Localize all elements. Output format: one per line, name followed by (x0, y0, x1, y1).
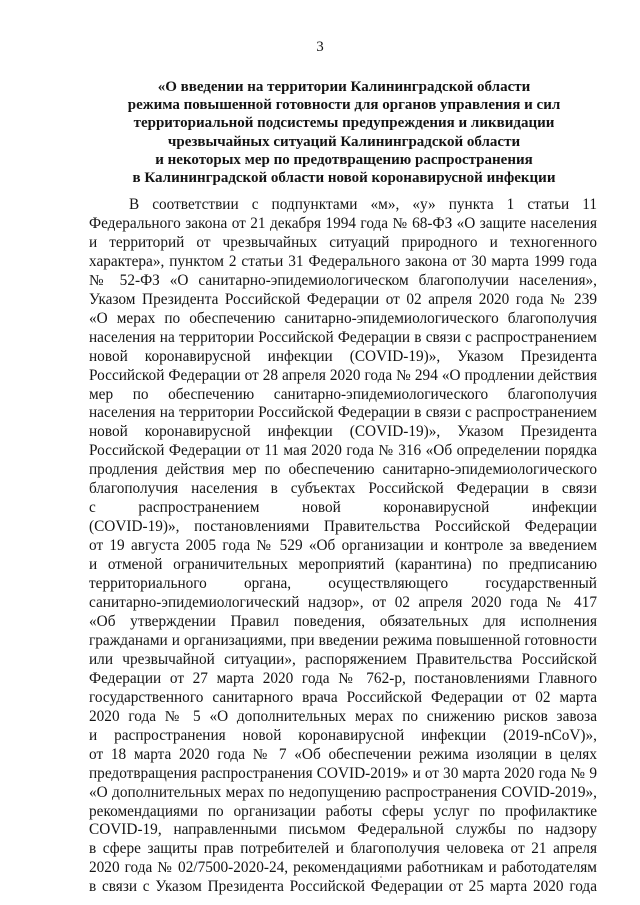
title-line: «О введении на территории Калининградской области (157, 79, 531, 95)
body-line: 2020 года № 5 «О дополнительных мерах по снижению рисков завоза (89, 707, 597, 725)
body-line: характера», пунктом 2 статьи 31 Федерального закона от 30 марта 1999 года (89, 252, 597, 270)
body-line: «Об утверждении Правил поведения, обязательных для исполнения (89, 612, 597, 630)
body-paragraph (89, 196, 597, 897)
body-line: новой коронавирусной инфекции (COVID-19)», Указом Президента (89, 423, 597, 441)
body-line: продления действия мер по обеспечению санитарно-эпидемиологического (89, 461, 597, 479)
body-line: государственного санитарного врача Российской Федерации от 02 марта (89, 688, 597, 706)
body-line: гражданами и организациями, при введении режима повышенной готовности (89, 631, 597, 649)
body-line: от 18 марта 2020 года № 7 «Об обеспечении режима изоляции в целях (89, 745, 597, 763)
title-line: и некоторых мер по предотвращению распространения (155, 151, 533, 168)
title-line: территориальной подсистемы предупреждения и ликвидации (133, 115, 555, 132)
body-line: благополучия населения в субъектах Российской Федерации в связи (89, 480, 597, 498)
body-line: COVID-19, направленными письмом Федеральной службы по надзору (89, 821, 597, 839)
body-line: мер по обеспечению санитарно-эпидемиологического благополучия (89, 385, 597, 403)
body-line: населения на территории Российской Федерации в связи с распространением (89, 328, 597, 346)
body-line: территориального органа, осуществляющего государственный (89, 575, 597, 593)
body-line: от 19 августа 2005 года № 529 «Об организации и контроле за введением (89, 537, 597, 555)
body-line: в сфере защиты прав потребителей и благополучия человека от 21 апреля (89, 840, 597, 858)
body-line: с распространением новой коронавирусной инфекции (89, 499, 597, 517)
body-line: в связи с Указом Президента Российской Федерации от 25 марта 2020 года (89, 878, 597, 896)
body-line: Указом Президента Российской Федерации от 02 апреля 2020 года № 239 (89, 290, 597, 308)
body-line: или чрезвычайной ситуации», распоряжением Правительства Российской (89, 650, 597, 668)
body-line: новой коронавирусной инфекции (COVID-19)», Указом Президента (89, 347, 597, 365)
body-line: и распространения новой коронавирусной инфекции (2019-nCoV)», (89, 726, 597, 744)
body-line: и отменой ограничительных мероприятий (карантина) по предписанию (89, 556, 597, 574)
body-line: Российской Федерации от 11 мая 2020 года № 316 «Об определении порядка (89, 442, 597, 460)
scan-speck (380, 876, 382, 878)
body-line: (COVID-19)», постановлениями Правительства Российской Федерации (89, 518, 597, 536)
body-line: рекомендациями по организации работы сферы услуг по профилактике (89, 802, 597, 820)
page-number: 3 (316, 39, 324, 55)
body-line: «О дополнительных мерах по недопущению распространения COVID-2019», (89, 783, 597, 801)
document-title (88, 78, 600, 187)
body-line: «О мерах по обеспечению санитарно-эпидемиологического благополучия (89, 309, 597, 327)
title-line: в Калининградской области новой коронавирусной инфекции (132, 170, 556, 187)
body-line: № 52-ФЗ «О санитарно-эпидемиологическом благополучии населения», (89, 271, 597, 289)
title-line: чрезвычайных ситуаций Калининградской области (167, 133, 521, 150)
body-line: В соответствии с подпунктами «м», «у» пункта 1 статьи 11 (129, 196, 597, 213)
body-line: и территорий от чрезвычайных ситуаций природного и техногенного (89, 233, 597, 251)
body-line: населения на территории Российской Федерации в связи с распространением (89, 404, 597, 422)
body-line: Российской Федерации от 28 апреля 2020 года № 294 «О продлении действия (89, 366, 597, 384)
body-line: 2020 года № 02/7500-2020-24, рекомендациями работникам и работодателям (89, 859, 597, 877)
body-line: санитарно-эпидемиологический надзор», от 02 апреля 2020 года № 417 (89, 594, 597, 612)
body-line: предотвращения распространения COVID-2019» и от 30 марта 2020 года № 9 (89, 764, 597, 782)
title-line: режима повышенной готовности для органов управления и сил (127, 97, 561, 114)
body-line: Федерации от 27 марта 2020 года № 762-р, постановлениями Главного (89, 669, 597, 687)
body-line: Федерального закона от 21 декабря 1994 года № 68-ФЗ «О защите населения (89, 214, 597, 232)
